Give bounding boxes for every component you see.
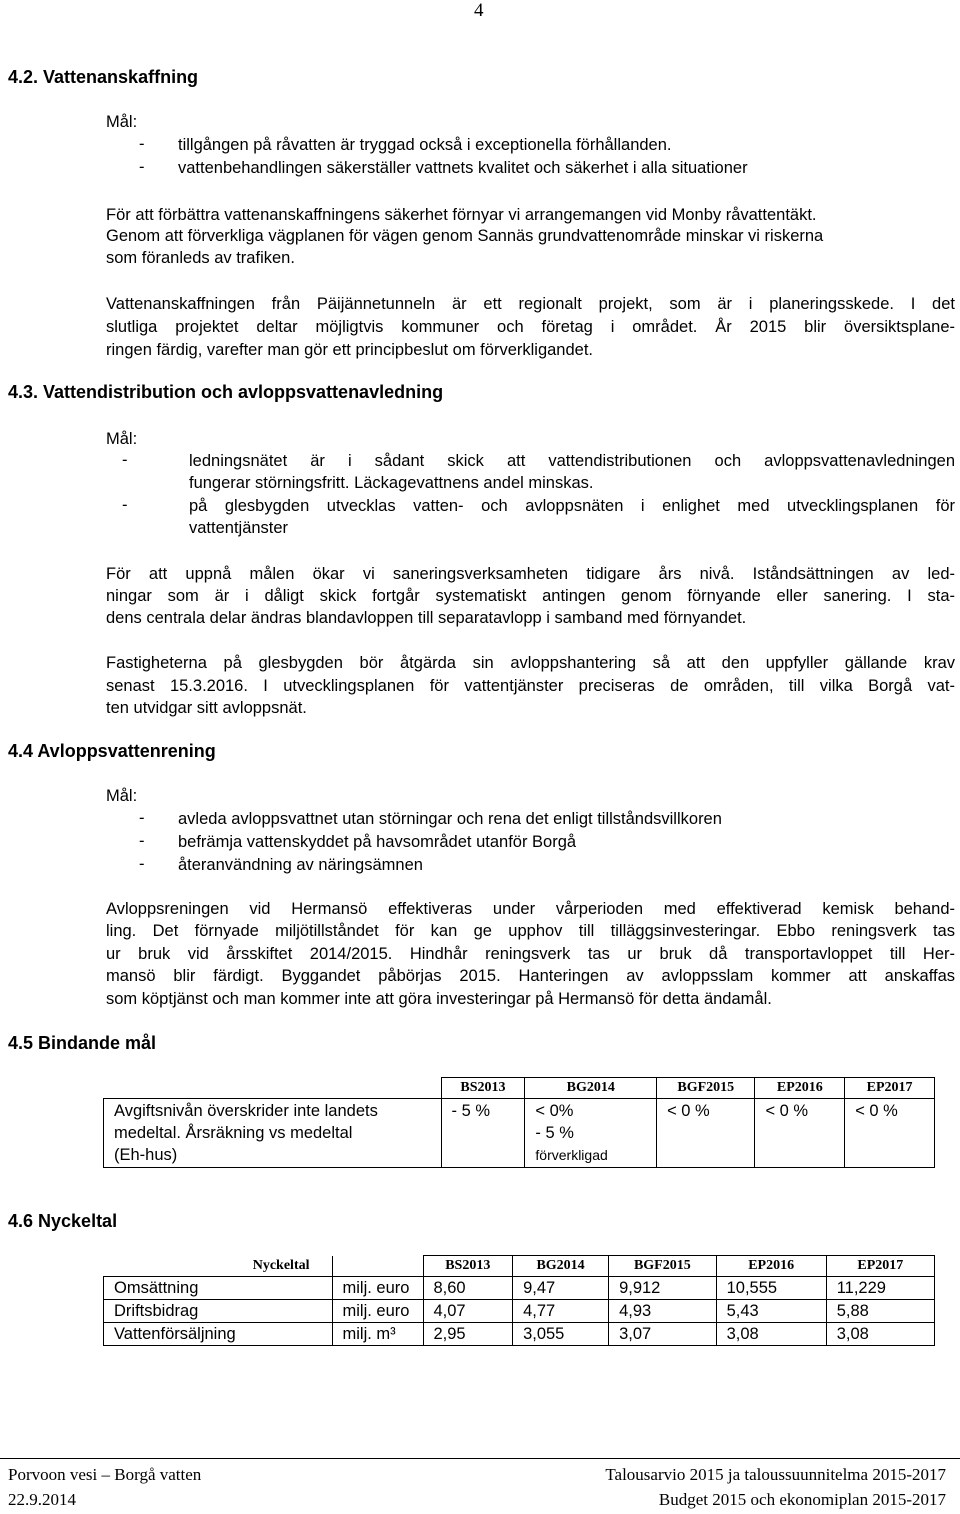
goal-label-cell [104,1099,442,1168]
paragraph-line: ur bruk vid årsskiftet 2014/2015. Hindhår reningsverk tas ur bruk då transportavloppet till Her- [106,945,955,963]
value-cell: 3,08 [826,1323,934,1346]
header-cell: BG2014 [513,1256,609,1277]
value-cell: 9,47 [513,1277,609,1300]
table-row [104,1099,935,1168]
paragraph-line: ten utvidgar sitt avloppsnät. [106,699,307,717]
table-header-row [104,1078,935,1099]
goal-item: befrämja vattenskyddet på havsområdet utanför Borgå [178,833,577,851]
footer-budget-sv: Budget 2015 och ekonomiplan 2015-2017 [658,1490,946,1509]
bullet-dash: - [122,451,128,469]
paragraph-line: ringen färdig, varefter man gör ett principbeslut om förverkligandet. [106,341,593,359]
paragraph-line: ling. Det förnyade miljötillståndet för kan ge upphov till tilläggsinvesteringar. Ebbo reningsverk tas [106,922,955,940]
value-line: förverkligad [535,1147,608,1163]
footer-divider [0,1458,960,1459]
paragraph-line: ningar som är i dåligt skick fortgår systematiskt antingen genom förnyande eller sanering. I sta- [106,587,955,605]
goal-label-line: (Eh-hus) [114,1146,178,1164]
section-heading-4-2: 4.2. Vattenanskaffning [8,67,199,87]
bullet-dash: - [139,135,145,153]
value-cell: 9,912 [609,1277,717,1300]
bullet-dash: - [139,809,145,827]
paragraph-line: Avloppsreningen vid Hermansö effektiveras under vårperioden med effektiverad kemisk behand- [106,900,955,918]
value-cell [525,1099,657,1168]
value-cell: 8,60 [423,1277,513,1300]
section-heading-4-5: 4.5 Bindande mål [8,1033,157,1053]
header-cell: Nyckeltal [104,1256,333,1277]
row-label: Omsättning [104,1277,333,1300]
goal-item-cont: vattentjänster [189,519,289,537]
table-row [104,1300,935,1323]
goal-label-line: medeltal. Årsräkning vs medeltal [114,1124,353,1142]
section-heading-4-6: 4.6 Nyckeltal [8,1211,118,1231]
bullet-dash: - [139,855,145,873]
page-number: 4 [474,0,484,21]
header-cell-empty [332,1256,423,1277]
paragraph-line: dens centrala delar ändras blandavloppen till separatavlopp i samband med förnyandet. [106,609,747,627]
paragraph-line: För att förbättra vattenanskaffningens säkerhet förnyar vi arrangemangen vid Monby råvattentäkt. [106,206,817,224]
header-cell-empty [104,1078,442,1099]
goal-item: avleda avloppsvattnet utan störningar och rena det enligt tillståndsvillkoren [178,810,722,828]
value-cell: 2,95 [423,1323,513,1346]
header-cell: EP2017 [845,1078,935,1099]
row-label: Driftsbidrag [104,1300,333,1323]
row-unit: milj. euro [332,1300,423,1323]
paragraph-line: För att uppnå målen ökar vi saneringsverksamheten tidigare års nivå. Iståndsättningen av led- [106,565,955,583]
bullet-dash: - [139,832,145,850]
paragraph-line: mansö blir färdigt. Byggandet påbörjas 2015. Hanteringen av avloppsslam kommer att anskaffas [106,967,955,985]
value-cell: 4,07 [423,1300,513,1323]
section-heading-4-4: 4.4 Avloppsvattenrening [8,741,216,761]
value-cell: < 0 % [845,1099,935,1168]
value-cell: < 0 % [657,1099,755,1168]
footer-org: Porvoon vesi – Borgå vatten [8,1465,202,1484]
goal-item: vattenbehandlingen säkerställer vattnets kvalitet och säkerhet i alla situationer [178,159,748,177]
goals-label: Mål: [106,430,138,448]
value-cell: 4,93 [609,1300,717,1323]
value-cell: 3,055 [513,1323,609,1346]
row-unit: milj. euro [332,1277,423,1300]
value-cell: - 5 % [441,1099,525,1168]
binding-goals-table [103,1077,935,1168]
value-cell: 10,555 [716,1277,826,1300]
footer-date: 22.9.2014 [8,1490,76,1509]
paragraph-line: Vattenanskaffningen från Päijännetunneln är ett regionalt projekt, som är i planeringsskede. I det [106,295,955,313]
row-unit: milj. m³ [332,1323,423,1346]
header-cell: EP2017 [826,1256,934,1277]
table-header-row [104,1256,935,1277]
footer-budget-fi: Talousarvio 2015 ja taloussuunnitelma 2015-2017 [605,1465,946,1484]
value-cell: 3,08 [716,1323,826,1346]
value-cell: 5,43 [716,1300,826,1323]
value-line: < 0% [535,1102,574,1120]
value-cell: 3,07 [609,1323,717,1346]
goal-item: återanvändning av näringsämnen [178,856,423,874]
goal-label-line: Avgiftsnivån överskrider inte landets [114,1102,378,1120]
table-row [104,1323,935,1346]
key-figures-table [103,1255,935,1346]
paragraph-line: som föranleds av trafiken. [106,249,295,267]
header-cell: EP2016 [716,1256,826,1277]
section-heading-4-3: 4.3. Vattendistribution och avloppsvattenavledning [8,382,444,402]
header-cell: BGF2015 [609,1256,717,1277]
value-cell: 4,77 [513,1300,609,1323]
paragraph-line: senast 15.3.2016. I utvecklingsplanen för vattentjänster preciseras de områden, till vilka Borgå vat- [106,677,955,695]
table-row [104,1277,935,1300]
goal-item: ledningsnätet är i sådant skick att vattendistributionen och avloppsvattenavledningen [189,452,955,470]
goals-label: Mål: [106,113,138,131]
value-cell: < 0 % [755,1099,845,1168]
goals-label: Mål: [106,787,138,805]
paragraph-line: Genom att förverkliga vägplanen för vägen genom Sannäs grundvattenområde minskar vi riskerna [106,227,824,245]
header-cell: BS2013 [441,1078,525,1099]
row-label: Vattenförsäljning [104,1323,333,1346]
value-cell: 5,88 [826,1300,934,1323]
bullet-dash: - [122,496,128,514]
header-cell: BS2013 [423,1256,513,1277]
goal-item: på glesbygden utvecklas vatten- och avloppsnäten i enlighet med utvecklingsplanen för [189,497,955,515]
paragraph-line: slutliga projektet deltar möjligtvis kommuner och företag i området. År 2015 blir översiktsplane- [106,318,955,336]
bullet-dash: - [139,158,145,176]
goal-item-cont: fungerar störningsfritt. Läckagevattnens andel minskas. [189,474,594,492]
value-cell: 11,229 [826,1277,934,1300]
header-cell: EP2016 [755,1078,845,1099]
paragraph-line: Fastigheterna på glesbygden bör åtgärda sin avloppshantering så att den uppfyller gällande krav [106,654,955,672]
value-line: - 5 % [535,1124,574,1142]
header-cell: BG2014 [525,1078,657,1099]
goal-item: tillgången på råvatten är tryggad också i exceptionella förhållanden. [178,136,672,154]
header-cell: BGF2015 [657,1078,755,1099]
paragraph-line: som köptjänst och man kommer inte att göra investeringar på Hermansö för detta ändamål. [106,990,772,1008]
